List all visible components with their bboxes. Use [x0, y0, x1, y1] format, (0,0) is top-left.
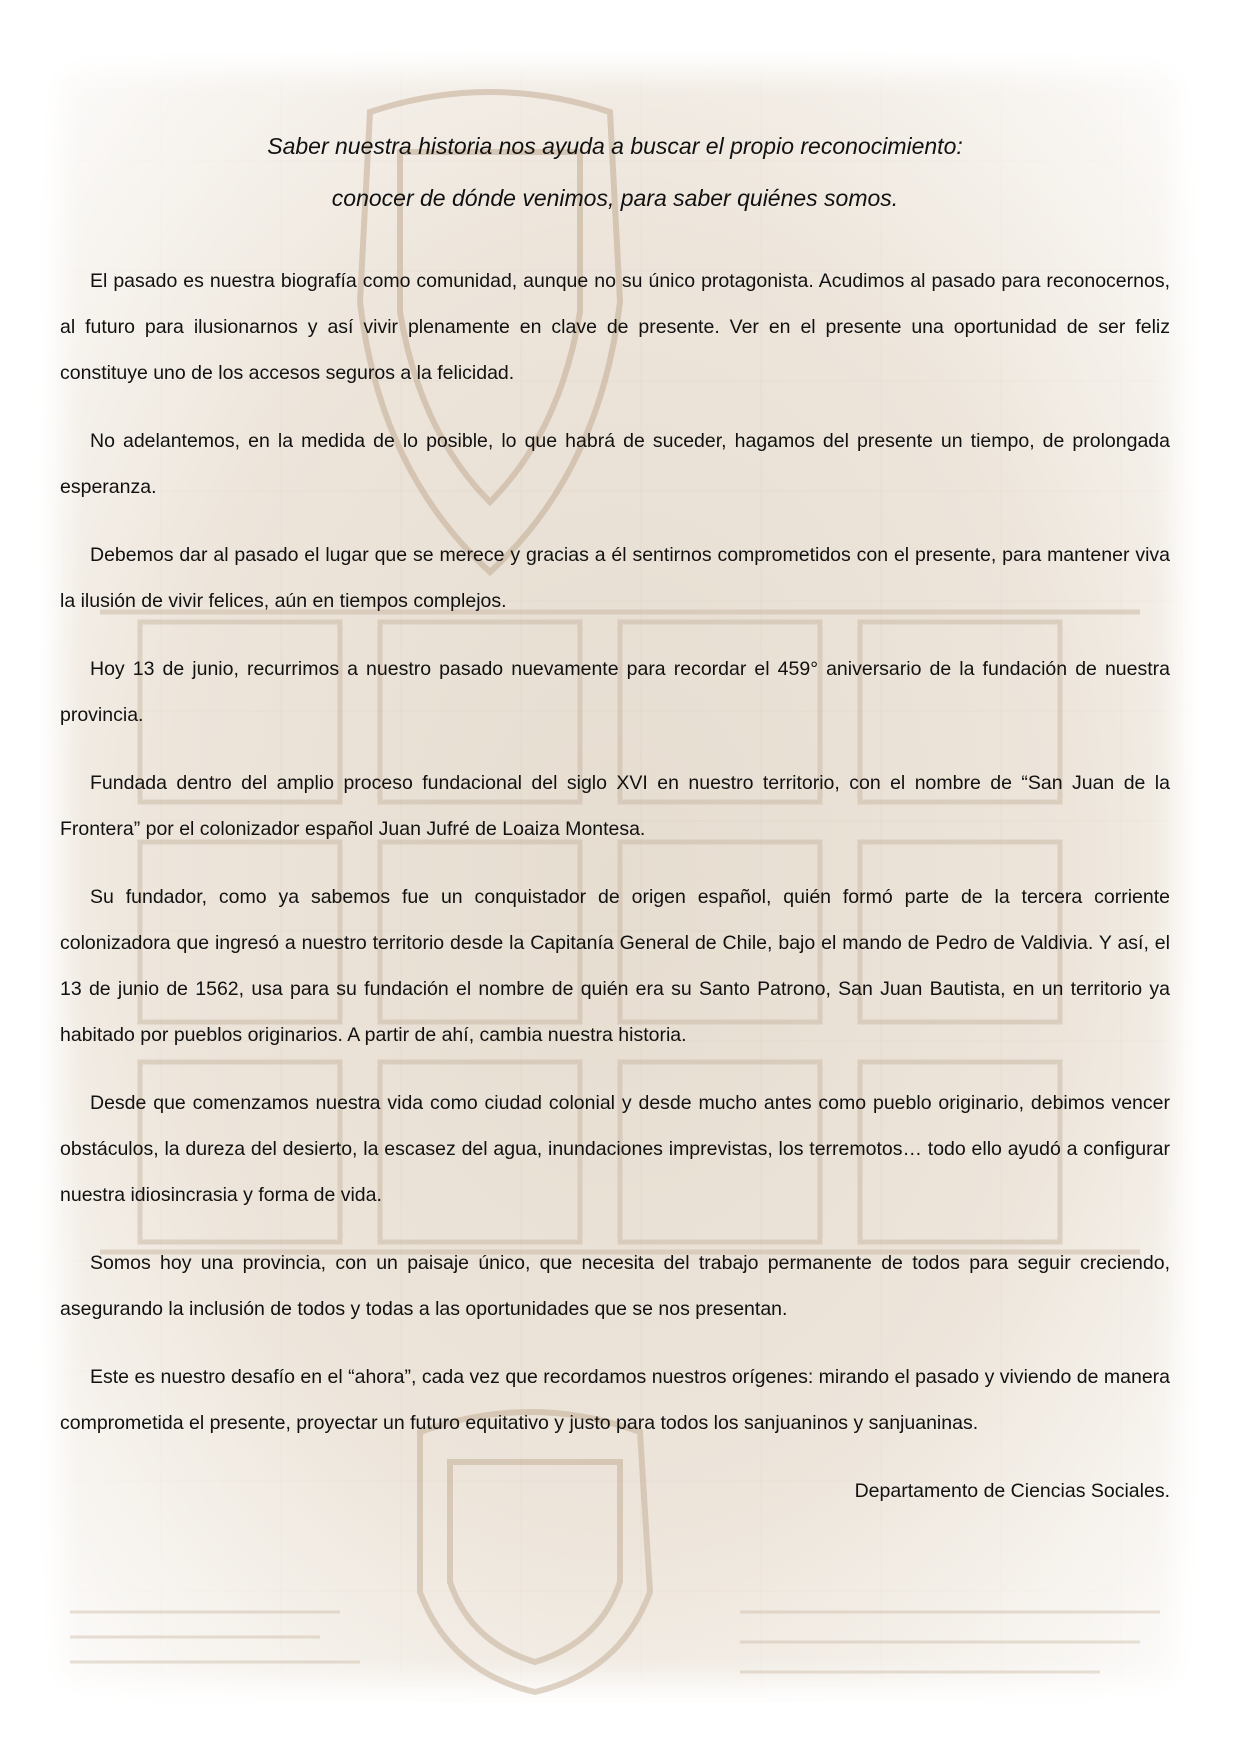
paragraph: Desde que comenzamos nuestra vida como ciudad colonial y desde mucho antes como pueblo originario, debimos vencer obstáculos, la dureza del desierto, la escasez del agua, inundaciones imprevistas, los terremotos… todo ello ayudó a configurar nuestra idiosincrasia y forma de vida.: [60, 1092, 1170, 1206]
paragraph: Somos hoy una provincia, con un paisaje único, que necesita del trabajo permanente de todos para seguir creciendo, asegurando la inclusión de todos y todas a las oportunidades que se nos presentan.: [60, 1252, 1170, 1320]
handwriting-strokes: [70, 1612, 1160, 1672]
document-content: [60, 120, 1170, 1514]
body-text: [60, 258, 1170, 1446]
paragraph: Su fundador, como ya sabemos fue un conquistador de origen español, quién formó parte de la tercera corriente colonizadora que ingresó a nuestro territorio desde la Capitanía General de Chile, bajo el mando de Pedro de Valdivia. Y así, el 13 de junio de 1562, usa para su fundación el nombre de quién era su Santo Patrono, San Juan Bautista, en un territorio ya habitado por pueblos originarios. A partir de ahí, cambia nuestra historia.: [60, 886, 1170, 1046]
paragraph: El pasado es nuestra biografía como comunidad, aunque no su único protagonista. Acudimos al pasado para reconocernos, al futuro para ilusionarnos y así vivir plenamente en clave de presente. Ver en el presente una oportunidad de ser feliz constituye uno de los accesos seguros a la felicidad.: [60, 270, 1170, 384]
signature: Departamento de Ciencias Sociales.: [854, 1480, 1170, 1502]
paragraph: Fundada dentro del amplio proceso fundacional del siglo XVI en nuestro territorio, con el nombre de “San Juan de la Frontera” por el colonizador español Juan Jufré de Loaiza Montesa.: [60, 772, 1170, 840]
paragraph: No adelantemos, en la medida de lo posible, lo que habrá de suceder, hagamos del presente un tiempo, de prolongada esperanza.: [60, 430, 1170, 498]
paragraph: Este es nuestro desafío en el “ahora”, cada vez que recordamos nuestros orígenes: mirando el pasado y viviendo de manera comprometida el presente, proyectar un futuro equitativo y justo para todos los sanjuaninos y sanjuaninas.: [60, 1366, 1170, 1434]
motto-line-2: conocer de dónde venimos, para saber quiénes somos.: [331, 185, 899, 211]
paragraph: Hoy 13 de junio, recurrimos a nuestro pasado nuevamente para recordar el 459° aniversario de la fundación de nuestra provincia.: [60, 658, 1170, 726]
motto-line-1: Saber nuestra historia nos ayuda a buscar el propio reconocimiento:: [267, 133, 963, 159]
paragraph: Debemos dar al pasado el lugar que se merece y gracias a él sentirnos comprometidos con el presente, para mantener viva la ilusión de vivir felices, aún en tiempos complejos.: [60, 544, 1170, 612]
